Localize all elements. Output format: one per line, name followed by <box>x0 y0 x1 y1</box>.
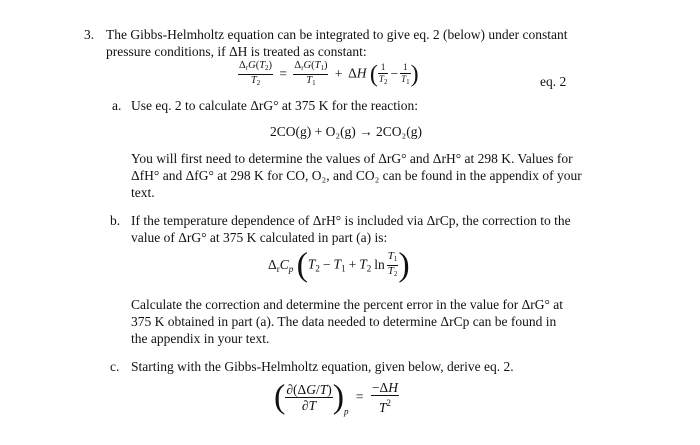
correction-formula: $\Delta_rC_p$ ($T_2 - T_1 + T_2$ ln $\frac{T1}{T2}$ ) <box>268 246 410 284</box>
part-c-label: c. <box>110 359 120 374</box>
part-b-line-2: value of ΔrG° at 375 K calculated in part (a) is: <box>131 230 388 245</box>
part-a-para-line-1: You will first need to determine the values of ΔrG° and ΔrH° at 298 K. Values for <box>131 151 573 166</box>
part-c-line-1: Starting with the Gibbs-Helmholtz equation, given below, derive eq. 2. <box>131 359 514 374</box>
part-b-para-line-2: 375 K obtained in part (a). The data needed to determine ΔrCp can be found in <box>131 314 557 329</box>
intro-line-1: The Gibbs-Helmholtz equation can be integrated to give eq. 2 (below) under constant <box>106 27 568 42</box>
part-a-para-line-2: ΔfH° and ΔfG° at 298 K for CO, O₂, and CO₂ can be found in the appendix of your <box>131 168 582 183</box>
part-b-line-1: If the temperature dependence of ΔrH° is included via ΔrCp, the correction to the <box>131 213 571 228</box>
part-b-para-line-1: Calculate the correction and determine the percent error in the value for ΔrG° at <box>131 297 564 312</box>
part-b-label: b. <box>110 213 121 228</box>
intro-line-2: pressure conditions, if ΔH is treated as constant: <box>106 44 367 59</box>
reaction-equation: 2CO(g) + O₂(g) → 2CO₂(g) <box>270 124 423 139</box>
eq2-label: eq. 2 <box>540 74 567 89</box>
part-b-para-line-3: the appendix in your text. <box>131 331 270 346</box>
equation-2: $\frac{\text{ΔrG(T2)}}{T2}$ = $\frac{\text{ΔrG(T1)}}{T1}$ + ΔH ( $\frac{1}{T_2}$ − $\frac{1}{T_1}$ ) <box>239 60 419 88</box>
part-a-label: a. <box>112 98 122 113</box>
part-a-line-1: Use eq. 2 to calculate ΔrG° at 375 K for the reaction: <box>131 98 418 113</box>
part-a-para-line-3: text. <box>131 185 155 200</box>
gibbs-helmholtz-equation: ( $\frac{\partial(\Delta G/T)}{\partial T}$ )$_p$ = $\frac{-\Delta H}{T^2}$ <box>274 378 398 417</box>
eq2-lhs-fraction: $\frac{\text{ΔrG(T2)}}{T2}$ <box>239 60 273 87</box>
problem-number: 3. <box>84 27 95 42</box>
eq2-rhs-fraction: $\frac{\text{ΔrG(T1)}}{T1}$ <box>294 60 328 87</box>
